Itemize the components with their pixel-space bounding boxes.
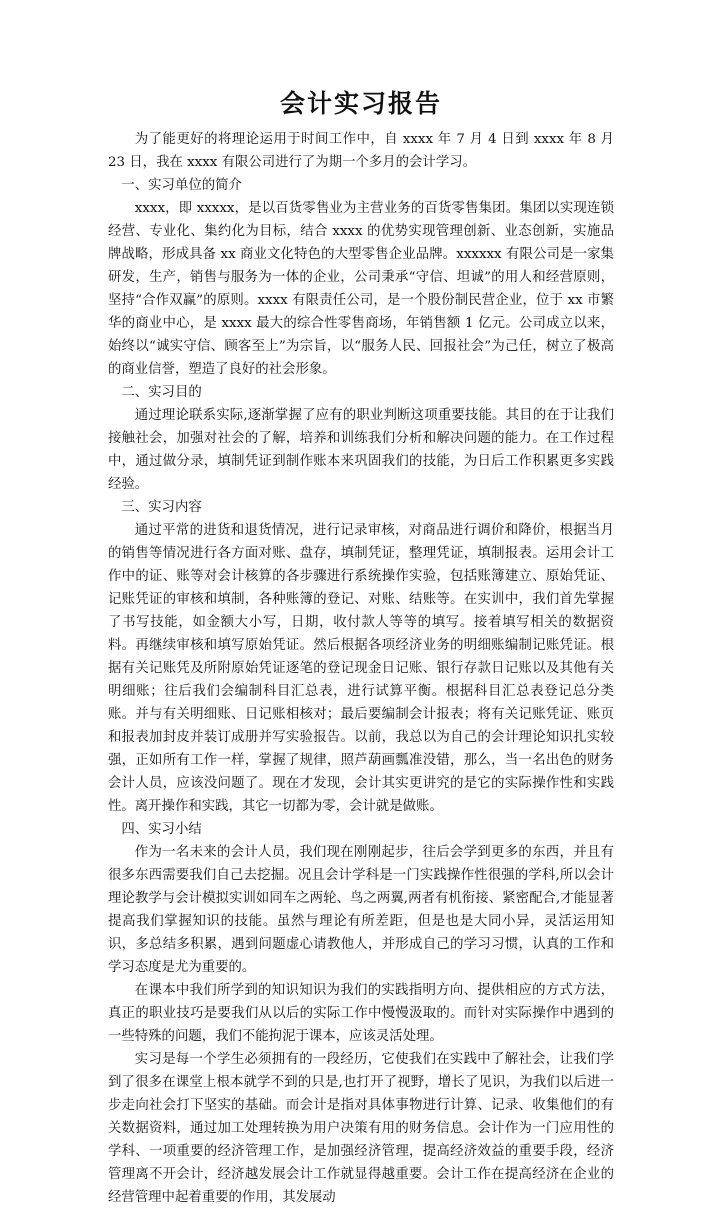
section-heading-purpose: 二、实习目的: [121, 385, 202, 400]
paragraph-summary-3: 实习是每一个学生必须拥有的一段经历，它使我们在实践中了解社会，让我们学到了很多在课堂上根本就学不到的只是,也打开了视野，增长了见识，为我们以后进一步走向社会打下坚实的基础。而会计是指对具体事物进行计算、记录、收集他们的有关数据资料，通过加工处理转换为用户决策有用的财务信息。会计作为一门应用性的学科、一项重要的经济管理工作，是加强经济管理，提高经济效益的重要手段，经济管理离不开会计，经济越发展会计工作就显得越重要。会计工作在提高经济在企业的经营管理中起着重要的作用，其发展动: [108, 1052, 614, 1205]
paragraph-content: 通过平常的进货和退货情况，进行记录审核，对商品进行调价和降价，根据当月的销售等情况进行各方面对账、盘存，填制凭证，整理凭证，填制报表。运用会计工作中的证、账等对会计核算的各步骤进行系统操作实验，包括账簿建立、原始凭证、记账凭证的审核和填制，各种账簿的登记、对账、结账等。在实训中，我们首先掌握了书写技能，如金额大小写，日期，收付款人等等的填写。接着填写相关的数据资料。再继续审核和填写原始凭证。然后根据各项经济业务的明细账编制记账凭证。根据有关记账凭及所附原始凭证逐笔的登记现金日记账、银行存款日记账以及其他有关明细账；往后我们会编制科目汇总表，进行试算平衡。根据科目汇总表登记总分类账。并与有关明细账、日记账相核对；最后要编制会计报表；将有关记账凭证、账页和报表加封皮并装订成册并写实验报告。以前，我总以为自己的会计理论知识扎实较强，正如所有工作一样，掌握了规律，照芦葫画瓢准没错，那么，当一名出色的财务会计人员，应该没问题了。现在才发现，会计其实更讲究的是它的实际操作性和实践性。离开操作和实践，其它一切都为零，会计就是做账。: [108, 523, 614, 814]
paragraph-purpose: 通过理论联系实际,逐渐掌握了应有的职业判断这项重要技能。其目的在于让我们接触社会，加强对社会的了解，培养和训练我们分析和解决问题的能力。在工作过程中，通过做分录，填制凭证到制作账本来巩固我们的技能，为日后工作积累更多实践经验。: [108, 408, 614, 492]
section-heading-company: 一、实习单位的简介: [121, 178, 242, 193]
section-heading-content: 三、实习内容: [121, 500, 202, 515]
paragraph-summary-2: 在课本中我们所学到的知识知识为我们的实践指明方向、提供相应的方式方法，真正的职业技巧是要我们从以后的实际工作中慢慢汲取的。而针对实际操作中遇到的一些特殊的问题，我们不能拘泥于课本，应该灵活处理。: [108, 983, 614, 1044]
intro-paragraph: 为了能更好的将理论运用于时间工作中，自 xxxx 年 7 月 4 日到 xxxx 年 8 月 23 日，我在 xxxx 有限公司进行了为期一个多月的会计学习。: [108, 132, 614, 170]
document-title: 会计实习报告: [279, 89, 442, 118]
paragraph-summary-1: 作为一名未来的会计人员，我们现在刚刚起步，往后会学到更多的东西，并且有很多东西需要我们自己去挖掘。况且会计学科是一门实践操作性很强的学科,所以会计理论教学与会计模拟实训如同车之两轮、鸟之两翼,两者有机衔接、紧密配合,才能显著提高我们掌握知识的技能。虽然与理论有所差距，但是也是大同小异，灵活运用知识，多总结多积累，遇到问题虚心请教他人，并形成自己的学习习惯，认真的工作和学习态度是尤为重要的。: [108, 845, 614, 975]
paragraph-company: xxxx，即 xxxxx，是以百货零售业为主营业务的百货零售集团。集团以实现连锁经营、专业化、集约化为目标，结合 xxxx 的优势实现管理创新、业态创新，实施品牌战略，形成具备 xx 商业文化特色的大型零售企业品牌。xxxxxx 有限公司是一家集研发，生产，销售与服务为一体的企业，公司秉承“守信、坦诚”的用人和经营原则，坚持“合作双赢”的原则。xxxx 有限责任公司，是一个股份制民营企业，位于 xx 市繁华的商业中心，是 xxxx 最大的综合性零售商场，年销售额 1 亿元。公司成立以来，始终以“诚实守信、顾客至上”为宗旨，以“服务人民、回报社会”为己任，树立了极高的商业信誉，塑造了良好的社会形象。: [108, 201, 614, 377]
section-heading-summary: 四、实习小结: [121, 822, 202, 837]
